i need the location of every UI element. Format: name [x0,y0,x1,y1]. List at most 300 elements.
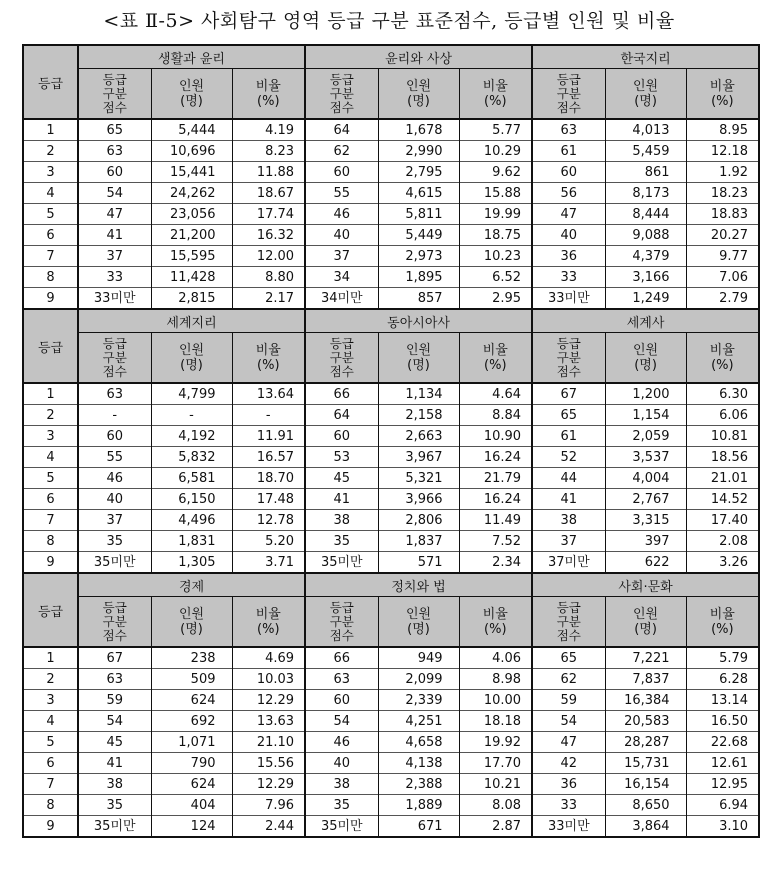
header-line: 등급 [556,599,581,615]
count-cell: 2,795 [378,162,459,183]
cut-score-cell: 40 [305,225,378,246]
cut-score-cell: 63 [78,383,151,405]
header-line: 비율 [255,78,281,94]
cut-score-cell: 53 [305,447,378,468]
cut-score-cell: 33 [532,795,605,816]
header-line: (명) [180,93,203,109]
ratio-cell: 10.29 [459,141,532,162]
header-line: 인원 [178,606,205,622]
table-row [23,816,759,838]
count-cell: 857 [378,288,459,310]
table-row [23,489,759,510]
header-line: 비율 [709,606,735,622]
ratio-cell: 6.94 [686,795,759,816]
column-header-row [23,333,759,384]
grade-header: 등급 [23,45,78,119]
header-line: 인원 [633,606,659,622]
ratio-cell: 5.77 [459,119,532,141]
ratio-cell: 7.06 [686,267,759,288]
header-line: 구분 [329,349,354,365]
count-cell: 949 [378,647,459,669]
cut-score-cell: 38 [532,510,605,531]
count-cell: 2,806 [378,510,459,531]
header-line: 비율 [709,342,735,358]
grade-cell: 9 [23,816,78,838]
ratio-cell: 13.14 [686,690,759,711]
ratio-cell: 18.23 [686,183,759,204]
count-cell: 3,315 [605,510,686,531]
cut-score-header [78,333,151,384]
cut-score-cell: 47 [532,732,605,753]
count-cell: 1,831 [151,531,232,552]
header-line: 등급 [329,335,354,351]
table-row [23,246,759,267]
count-cell: 3,966 [378,489,459,510]
cut-score-cell: 34미만 [305,288,378,310]
cut-score-cell: 46 [305,204,378,225]
cut-score-cell: 41 [305,489,378,510]
ratio-cell: 10.90 [459,426,532,447]
count-cell: 4,004 [605,468,686,489]
count-header [378,333,459,384]
cut-score-cell: 37미만 [532,552,605,574]
header-line: (명) [634,93,657,109]
header-line: (명) [180,621,203,637]
count-cell: 8,650 [605,795,686,816]
table-row [23,669,759,690]
cut-score-cell: 35미만 [305,816,378,838]
header-line: 인원 [178,78,205,94]
header-line: 구분 [329,613,354,629]
header-line: 구분 [102,613,127,629]
count-cell: 1,305 [151,552,232,574]
cut-score-cell: 38 [78,774,151,795]
table-row [23,426,759,447]
header-line: (%) [711,357,734,373]
ratio-cell: 15.56 [232,753,305,774]
count-cell: 24,262 [151,183,232,204]
count-cell: 4,251 [378,711,459,732]
header-line: 등급 [556,335,581,351]
cut-score-cell: 56 [532,183,605,204]
ratio-cell: 16.24 [459,489,532,510]
ratio-cell: 17.40 [686,510,759,531]
cut-score-cell: 64 [305,405,378,426]
table-row [23,552,759,574]
header-line: 등급 [102,599,127,615]
cut-score-header [532,597,605,648]
table-row [23,141,759,162]
table-row [23,690,759,711]
header-line: 등급 [329,599,354,615]
subject-header: 정치와 법 [305,573,532,597]
subject-header: 한국지리 [532,45,759,69]
ratio-cell: 12.29 [232,774,305,795]
ratio-cell: 20.27 [686,225,759,246]
ratio-cell: 3.26 [686,552,759,574]
ratio-header [232,597,305,648]
header-line: 인원 [178,342,205,358]
count-cell: 1,678 [378,119,459,141]
ratio-cell: - [232,405,305,426]
ratio-cell: 21.01 [686,468,759,489]
count-cell: 3,967 [378,447,459,468]
grade-cell: 8 [23,531,78,552]
cut-score-header [532,69,605,120]
cut-score-header [305,597,378,648]
header-line: (%) [484,357,507,373]
table-row [23,774,759,795]
ratio-cell: 4.64 [459,383,532,405]
header-line: 등급 [102,71,127,87]
ratio-cell: 7.52 [459,531,532,552]
ratio-cell: 2.08 [686,531,759,552]
grade-cell: 5 [23,732,78,753]
cut-score-cell: 54 [532,711,605,732]
ratio-header [232,333,305,384]
header-line: 비율 [255,342,281,358]
ratio-header [459,333,532,384]
ratio-cell: 9.62 [459,162,532,183]
table-row [23,510,759,531]
cut-score-cell: 52 [532,447,605,468]
ratio-cell: 10.21 [459,774,532,795]
count-cell: 1,837 [378,531,459,552]
table-row [23,447,759,468]
count-cell: 1,134 [378,383,459,405]
ratio-cell: 15.88 [459,183,532,204]
count-cell: 28,287 [605,732,686,753]
ratio-cell: 21.10 [232,732,305,753]
ratio-cell: 2.79 [686,288,759,310]
ratio-cell: 10.03 [232,669,305,690]
ratio-cell: 16.50 [686,711,759,732]
cut-score-cell: 54 [305,711,378,732]
cut-score-cell: 45 [78,732,151,753]
ratio-cell: 5.20 [232,531,305,552]
count-header [605,597,686,648]
subject-header: 사회·문화 [532,573,759,597]
header-line: 점수 [329,99,354,115]
count-cell: 3,864 [605,816,686,838]
subject-header: 세계지리 [78,309,305,333]
table-row [23,405,759,426]
ratio-cell: 19.92 [459,732,532,753]
count-cell: 1,071 [151,732,232,753]
grade-cell: 2 [23,141,78,162]
table-row [23,225,759,246]
header-line: (명) [407,93,430,109]
cut-score-cell: 67 [532,383,605,405]
count-cell: 238 [151,647,232,669]
header-line: (%) [257,93,280,109]
ratio-cell: 8.23 [232,141,305,162]
grade-cell: 9 [23,288,78,310]
cut-score-header [305,69,378,120]
count-cell: 2,767 [605,489,686,510]
cut-score-cell: 65 [78,119,151,141]
ratio-cell: 8.08 [459,795,532,816]
cut-score-cell: 65 [532,405,605,426]
count-cell: 6,150 [151,489,232,510]
cut-score-cell: 40 [78,489,151,510]
ratio-cell: 8.80 [232,267,305,288]
count-cell: 7,837 [605,669,686,690]
header-line: (%) [711,93,734,109]
column-header-row [23,597,759,648]
grade-cell: 4 [23,711,78,732]
cut-score-cell: 66 [305,647,378,669]
header-line: 등급 [556,71,581,87]
ratio-cell: 11.88 [232,162,305,183]
cut-score-cell: - [78,405,151,426]
ratio-cell: 6.28 [686,669,759,690]
cut-score-cell: 35 [305,531,378,552]
ratio-header [686,69,759,120]
cut-score-cell: 60 [78,162,151,183]
count-header [378,69,459,120]
count-cell: 8,444 [605,204,686,225]
subject-header: 윤리와 사상 [305,45,532,69]
count-cell: - [151,405,232,426]
cut-score-cell: 54 [78,183,151,204]
header-line: 구분 [102,85,127,101]
cut-score-cell: 35미만 [78,552,151,574]
header-line: (%) [257,621,280,637]
count-cell: 4,192 [151,426,232,447]
table-row [23,267,759,288]
count-cell: 5,811 [378,204,459,225]
count-cell: 2,990 [378,141,459,162]
grade-header: 등급 [23,573,78,647]
cut-score-cell: 62 [532,669,605,690]
grade-cell: 1 [23,647,78,669]
ratio-cell: 11.49 [459,510,532,531]
cut-score-cell: 64 [305,119,378,141]
count-cell: 23,056 [151,204,232,225]
count-cell: 2,663 [378,426,459,447]
count-cell: 671 [378,816,459,838]
subject-header: 동아시아사 [305,309,532,333]
cut-score-cell: 33 [78,267,151,288]
table-body [23,45,759,837]
count-cell: 2,339 [378,690,459,711]
cut-score-cell: 47 [78,204,151,225]
cut-score-cell: 63 [78,669,151,690]
count-cell: 2,973 [378,246,459,267]
count-cell: 3,166 [605,267,686,288]
grade-cell: 1 [23,119,78,141]
count-cell: 4,658 [378,732,459,753]
ratio-cell: 17.48 [232,489,305,510]
table-row [23,162,759,183]
count-cell: 5,321 [378,468,459,489]
grade-cell: 2 [23,669,78,690]
cut-score-cell: 46 [305,732,378,753]
count-cell: 10,696 [151,141,232,162]
ratio-header [459,69,532,120]
count-header [151,69,232,120]
count-cell: 4,496 [151,510,232,531]
cut-score-cell: 35미만 [78,816,151,838]
grade-cell: 4 [23,447,78,468]
count-cell: 6,581 [151,468,232,489]
ratio-cell: 11.91 [232,426,305,447]
cut-score-cell: 36 [532,774,605,795]
count-cell: 15,441 [151,162,232,183]
table-row [23,204,759,225]
cut-score-cell: 60 [532,162,605,183]
header-line: (명) [634,621,657,637]
header-line: 구분 [556,85,581,101]
subject-header: 생활과 윤리 [78,45,305,69]
header-line: 점수 [102,363,127,379]
count-header [151,597,232,648]
header-line: 등급 [102,335,127,351]
header-line: 인원 [405,606,432,622]
table-row [23,711,759,732]
ratio-cell: 4.06 [459,647,532,669]
table-row [23,647,759,669]
cut-score-cell: 33미만 [78,288,151,310]
count-cell: 5,444 [151,119,232,141]
header-line: 구분 [102,349,127,365]
header-line: (%) [484,621,507,637]
count-cell: 11,428 [151,267,232,288]
count-header [151,333,232,384]
ratio-header [686,597,759,648]
cut-score-cell: 47 [532,204,605,225]
header-line: 구분 [556,349,581,365]
cut-score-cell: 35 [305,795,378,816]
header-line: 점수 [102,99,127,115]
cut-score-cell: 41 [78,753,151,774]
cut-score-header [78,597,151,648]
cut-score-cell: 41 [532,489,605,510]
grade-cell: 4 [23,183,78,204]
cut-score-cell: 42 [532,753,605,774]
ratio-cell: 12.78 [232,510,305,531]
header-line: 인원 [633,78,659,94]
header-line: (명) [407,357,430,373]
ratio-cell: 4.19 [232,119,305,141]
cut-score-cell: 37 [532,531,605,552]
column-header-row [23,69,759,120]
header-line: 비율 [709,78,735,94]
cut-score-cell: 61 [532,426,605,447]
table-row [23,732,759,753]
ratio-cell: 6.52 [459,267,532,288]
ratio-cell: 13.64 [232,383,305,405]
count-cell: 692 [151,711,232,732]
ratio-cell: 17.70 [459,753,532,774]
header-line: (명) [407,621,430,637]
count-cell: 21,200 [151,225,232,246]
ratio-header [686,333,759,384]
header-line: 점수 [556,627,581,643]
ratio-cell: 14.52 [686,489,759,510]
ratio-cell: 18.75 [459,225,532,246]
ratio-cell: 16.57 [232,447,305,468]
count-cell: 2,099 [378,669,459,690]
table-row [23,753,759,774]
count-cell: 16,154 [605,774,686,795]
count-header [378,597,459,648]
ratio-cell: 18.56 [686,447,759,468]
subject-row [23,309,759,333]
ratio-cell: 2.44 [232,816,305,838]
cut-score-cell: 60 [78,426,151,447]
grade-cell: 3 [23,690,78,711]
ratio-cell: 18.67 [232,183,305,204]
header-line: 인원 [405,78,432,94]
cut-score-cell: 55 [305,183,378,204]
count-cell: 15,595 [151,246,232,267]
cut-score-cell: 59 [78,690,151,711]
grade-cell: 3 [23,426,78,447]
grade-cell: 8 [23,267,78,288]
table-row [23,468,759,489]
cut-score-cell: 40 [532,225,605,246]
ratio-cell: 3.71 [232,552,305,574]
count-cell: 622 [605,552,686,574]
ratio-cell: 8.98 [459,669,532,690]
cut-score-cell: 60 [305,162,378,183]
ratio-cell: 9.77 [686,246,759,267]
ratio-cell: 2.87 [459,816,532,838]
ratio-cell: 6.06 [686,405,759,426]
cut-score-cell: 66 [305,383,378,405]
ratio-cell: 22.68 [686,732,759,753]
cut-score-header [532,333,605,384]
ratio-cell: 12.00 [232,246,305,267]
grade-cell: 8 [23,795,78,816]
count-cell: 4,013 [605,119,686,141]
header-line: (%) [484,93,507,109]
header-line: 등급 [329,71,354,87]
cut-score-cell: 65 [532,647,605,669]
ratio-cell: 8.95 [686,119,759,141]
ratio-cell: 10.23 [459,246,532,267]
grade-cell: 5 [23,204,78,225]
count-cell: 624 [151,774,232,795]
count-cell: 9,088 [605,225,686,246]
count-cell: 509 [151,669,232,690]
cut-score-cell: 35 [78,531,151,552]
table-row [23,119,759,141]
cut-score-cell: 54 [78,711,151,732]
cut-score-cell: 33미만 [532,288,605,310]
ratio-cell: 2.17 [232,288,305,310]
header-line: 인원 [405,342,432,358]
cut-score-cell: 61 [532,141,605,162]
header-line: 점수 [102,627,127,643]
ratio-cell: 18.18 [459,711,532,732]
count-cell: 790 [151,753,232,774]
count-header [605,333,686,384]
cut-score-cell: 34 [305,267,378,288]
ratio-cell: 4.69 [232,647,305,669]
cut-score-cell: 35미만 [305,552,378,574]
header-line: (%) [257,357,280,373]
grade-cut-table [22,44,760,838]
grade-cell: 6 [23,753,78,774]
cut-score-cell: 63 [305,669,378,690]
grade-cell: 1 [23,383,78,405]
table-row [23,795,759,816]
cut-score-cell: 55 [78,447,151,468]
count-cell: 4,138 [378,753,459,774]
